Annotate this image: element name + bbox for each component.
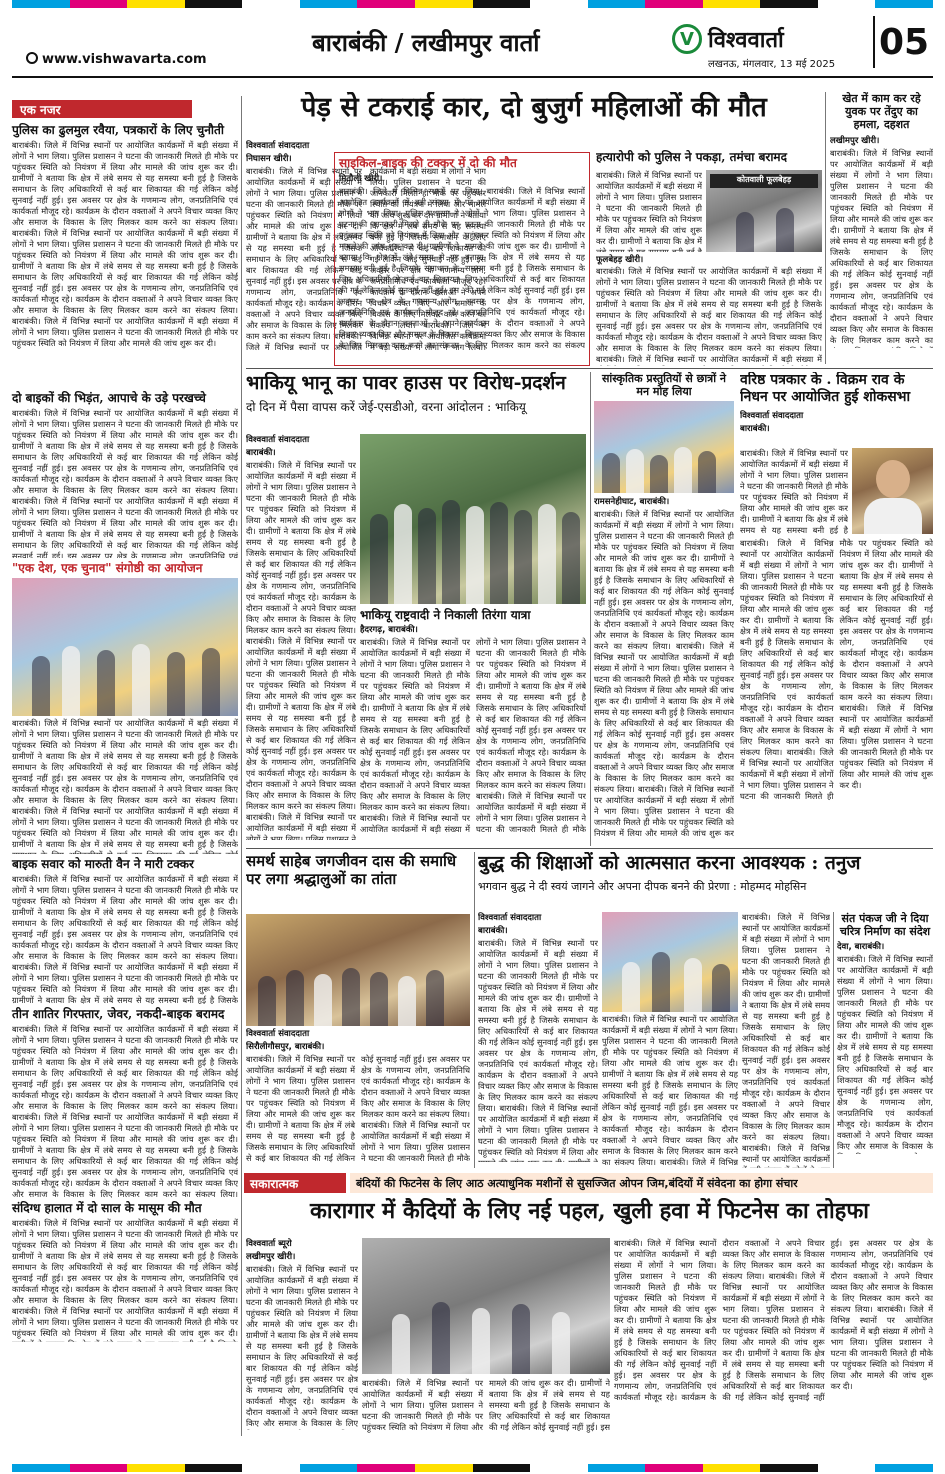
jagjivan-byline: विश्ववार्ता संवाददाता bbox=[246, 1029, 310, 1039]
buddha-story-column-3 bbox=[742, 912, 830, 1168]
left-story-4 bbox=[12, 874, 238, 1004]
main-headline-block bbox=[246, 92, 822, 134]
jagjivan-story bbox=[246, 1028, 470, 1168]
jail-story-right bbox=[614, 1238, 933, 1434]
buddha-story bbox=[478, 912, 598, 1168]
tiranga-headline: भाकियू राष्ट्रवादी ने निकाली तिरंगा यात्रा bbox=[360, 608, 531, 622]
bhakiyu-protest-photo bbox=[360, 434, 586, 604]
main-byline: विश्ववार्ता संवाददाता bbox=[246, 141, 310, 151]
buddha-story-text-3 bbox=[742, 912, 830, 1168]
sant-story bbox=[837, 912, 933, 1168]
jail-byline: विश्ववार्ता ब्यूरो bbox=[246, 1239, 292, 1249]
leopard-story-text bbox=[830, 148, 933, 348]
left-headline-4: बाइक सवार को मारुती वैन ने मारी टक्कर bbox=[12, 857, 194, 871]
globe-icon bbox=[26, 52, 38, 64]
journalist-portrait bbox=[852, 448, 933, 534]
buddha-headline-block bbox=[478, 852, 933, 908]
condolence-byline: विश्ववार्ता संवाददाता bbox=[740, 410, 804, 421]
condolence-story-text-1 bbox=[740, 448, 848, 534]
section-divider bbox=[246, 368, 933, 369]
tiranga-story bbox=[360, 608, 586, 846]
accused-dateline: फूलबेहड़ खीरी। bbox=[596, 255, 644, 265]
bhakiyu-dateline: बाराबंकी। bbox=[246, 448, 276, 458]
left-story-1 bbox=[12, 140, 238, 388]
condolence-dateline: बाराबंकी। bbox=[740, 423, 770, 434]
buddha-story-text bbox=[478, 938, 598, 1162]
color-registration-strip-bottom bbox=[12, 1464, 933, 1472]
open-gym-photo bbox=[362, 1238, 610, 1374]
accused-caught-story bbox=[596, 150, 822, 368]
leopard-story bbox=[830, 92, 933, 364]
brand-name: विश्ववार्ता bbox=[708, 28, 784, 53]
cycle-headline: साइकिल-बाइक की टक्कर में दो की मौत bbox=[339, 156, 517, 170]
condolence-headline: वरिष्ठ पत्रकार के . विक्रम राव के निधन पर आयोजित हुई शोकसभा bbox=[740, 372, 911, 405]
buddha-story-text-2 bbox=[602, 1014, 738, 1168]
main-dateline: निघासन खीरी। bbox=[246, 154, 292, 164]
buddha-headline: बुद्ध की शिक्षाओं को आत्मसात करना आवश्यक : तनुज bbox=[478, 852, 861, 874]
police-station-sign: कोतवाली फूलबेहड़ bbox=[710, 174, 818, 188]
tiranga-story-text bbox=[360, 637, 586, 837]
buddha-byline: विश्ववार्ता संवाददाता bbox=[478, 913, 542, 923]
leopard-headline: खेत में काम कर रहे युवक पर तेंदुए का हमला, दहशत bbox=[842, 92, 921, 132]
sant-dateline: देवा, बाराबंकी। bbox=[837, 942, 885, 953]
brand-logo-icon: V bbox=[672, 24, 702, 54]
cultural-programme-photo bbox=[594, 401, 734, 493]
section-title: बाराबंकी / लखीमपुर वार्ता bbox=[312, 28, 540, 57]
left-story-5 bbox=[12, 1024, 238, 1198]
bhakiyu-headline-block bbox=[246, 372, 586, 432]
bhakiyu-subheadline: दो दिन में पैसा वापस करें जेई-एसडीओ, वरना आंदोलन : भाकियू bbox=[246, 399, 526, 414]
police-station-photo bbox=[706, 170, 822, 252]
left-story-6 bbox=[12, 1218, 238, 1342]
jagjivan-story-text bbox=[246, 1054, 470, 1166]
main-headline: पेड़ से टकराई कार, दो बुजुर्ग महिलाओं की मौत bbox=[301, 92, 767, 123]
condolence-story bbox=[740, 372, 933, 846]
color-registration-strip-top bbox=[12, 0, 933, 8]
buddha-subheadline: भगवान बुद्ध ने दी स्वयं जागने और अपना दीपक बनने की प्रेरणा : मोहम्मद मोहसिन bbox=[478, 879, 807, 893]
left-headline-1: पुलिस का ढुलमुल रवैया, पत्रकारों के लिए चुनौती bbox=[12, 123, 224, 137]
left-story-3 bbox=[12, 718, 238, 854]
website-url[interactable]: www.vishwavarta.com bbox=[26, 52, 207, 67]
seminar-photo bbox=[12, 578, 238, 716]
column-divider bbox=[590, 372, 591, 846]
section-label-sakaratmak: सकारात्मक bbox=[244, 1173, 346, 1193]
left-headline-2: दो बाइकों की भिड़ंत, आपाचे के उड़े परखच्चे bbox=[12, 391, 206, 405]
jail-headline-block bbox=[246, 1198, 933, 1234]
column-divider bbox=[474, 852, 475, 1168]
jail-story-continued bbox=[362, 1378, 610, 1434]
condolence-story-text-2 bbox=[740, 538, 933, 844]
cycle-accident-box bbox=[334, 152, 590, 366]
accused-story-text-2 bbox=[596, 266, 822, 366]
masthead bbox=[12, 12, 933, 78]
sant-headline: संत पंकज जी ने दिया चरित्र निर्माण का संदेश bbox=[839, 912, 931, 939]
sakaratmak-strap: बंदियों की फिटनेस के लिए आठ अत्याधुनिक मशीनों से सुसज्जित ओपन जिम,बंदियों में संवेदना का होगा संचार bbox=[350, 1173, 933, 1193]
cultural-headline: सांस्कृतिक प्रस्तुतियों से छात्रों ने मन मोह लिया bbox=[601, 372, 727, 399]
jail-story-text-3 bbox=[614, 1238, 933, 1434]
cultural-story-text bbox=[594, 509, 734, 839]
jail-headline: कारागार में कैदियों के लिए नई पहल, खुली हवा में फिटनेस का तोहफा bbox=[310, 1198, 869, 1224]
column-divider bbox=[241, 96, 242, 1436]
jail-story-text-2 bbox=[362, 1378, 610, 1434]
bhakiyu-byline: विश्ववार्ता संवाददाता bbox=[246, 435, 310, 445]
bhakiyu-story bbox=[246, 434, 356, 846]
left-headline-3: "एक देश, एक चुनाव" संगोष्ठी का आयोजन bbox=[12, 561, 203, 575]
buddha-dateline: बाराबंकी। bbox=[478, 926, 508, 936]
cultural-story bbox=[594, 372, 734, 846]
jagjivan-headline-block bbox=[246, 852, 470, 912]
tiranga-dateline: हैदरगढ़, बाराबंकी। bbox=[360, 625, 418, 636]
leopard-dateline: लखीमपुर खीरी। bbox=[830, 135, 880, 146]
left-news-column bbox=[12, 120, 238, 1342]
jail-dateline: लखीमपुर खीरी। bbox=[246, 1252, 296, 1262]
page-number: 05 bbox=[873, 16, 933, 68]
left-story-2 bbox=[12, 408, 238, 558]
devotees-photo bbox=[246, 914, 470, 1026]
left-headline-6: संदिग्ध हालात में दो साल के मासूम की मौत bbox=[12, 1201, 202, 1215]
section-label-ek-nazar: एक नजर bbox=[12, 100, 192, 118]
buddha-story-continued bbox=[602, 1014, 738, 1168]
bhakiyu-story-text bbox=[246, 460, 356, 840]
jagjivan-dateline: सिरौलीगौसपुर, बाराबंकी। bbox=[246, 1042, 325, 1052]
edition-date: लखनऊ, मंगलवार, 13 मई 2025 bbox=[708, 59, 836, 70]
jail-story bbox=[246, 1238, 358, 1434]
column-divider bbox=[833, 912, 834, 1168]
cycle-dateline: मितौली खीरी। bbox=[339, 174, 383, 185]
bhakiyu-headline: भाकियू भानू का पावर हाउस पर विरोध-प्रदर्शन bbox=[246, 372, 566, 394]
buddha-event-photo bbox=[602, 912, 738, 1012]
cultural-dateline: रामसनेहीघाट, बाराबंकी। bbox=[594, 497, 670, 508]
jail-story-text bbox=[246, 1264, 358, 1430]
jagjivan-headline: समर्थ साहेब जगजीवन दास की समाधि पर लगा श्रद्धालुओं का तांता bbox=[246, 852, 457, 888]
left-headline-5: तीन शातिर गिरफ्तार, जेवर, नकदी-बाइक बरामद bbox=[12, 1007, 225, 1021]
section-divider bbox=[246, 848, 933, 849]
accused-headline: हत्यारोपी को पुलिस ने पकड़ा, तमंचा बरामद bbox=[596, 150, 787, 164]
column-divider bbox=[825, 92, 826, 364]
accused-story-text-1 bbox=[596, 170, 702, 252]
cycle-story-text bbox=[339, 186, 585, 354]
sant-story-text bbox=[837, 954, 933, 1154]
